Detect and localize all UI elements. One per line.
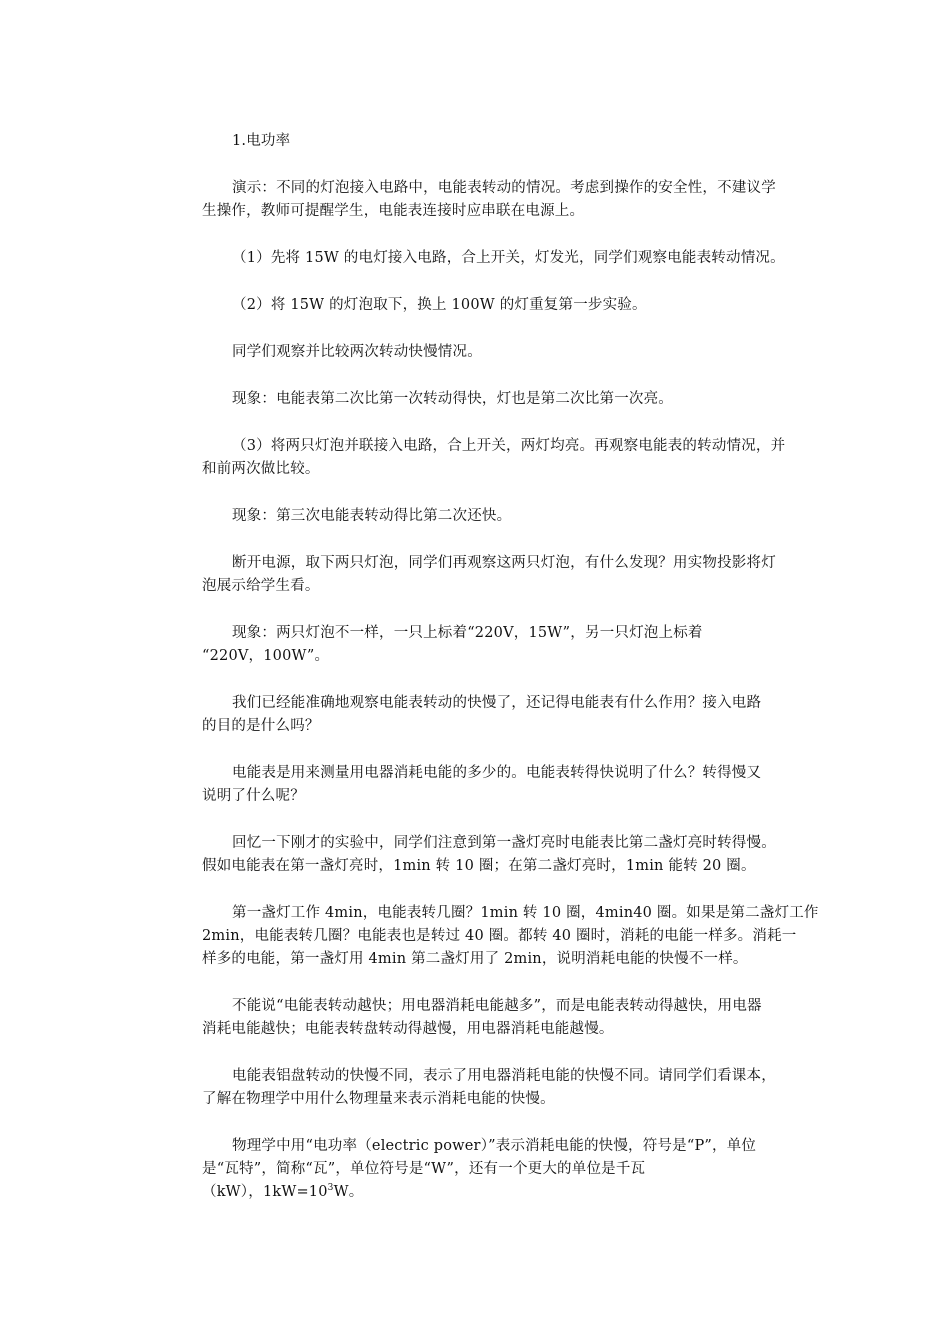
text-line: 说明了什么呢？ xyxy=(202,788,305,804)
text-line: 生操作，教师可提醒学生，电能表连接时应串联在电源上。 xyxy=(202,203,585,219)
text-line: 是“瓦特”，简称“瓦”，单位符号是“W”，还有一个更大的单位是千瓦 xyxy=(202,1161,646,1177)
text-line: （2）将 15W 的灯泡取下，换上 100W 的灯重复第一步实验。 xyxy=(232,297,647,313)
unit-conversion-prefix: （kW），1kW=10 xyxy=(202,1184,328,1200)
text-line: 电能表是用来测量用电器消耗电能的多少的。电能表转得快说明了什么？转得慢又 xyxy=(232,765,762,781)
text-line: 第一盏灯工作 4min，电能表转几圈？1min 转 10 圈，4min40 圈。如果是第二盏灯工作 xyxy=(232,905,819,921)
text-line: 演示：不同的灯泡接入电路中，电能表转动的情况。考虑到操作的安全性，不建议学 xyxy=(232,180,776,196)
text-line xyxy=(202,1181,822,1204)
paragraph-recall xyxy=(202,832,822,878)
text-line: （3）将两只灯泡并联接入电路，合上开关，两灯均亮。再观察电能表的转动情况，并 xyxy=(232,438,786,454)
paragraph-textbook xyxy=(202,1065,822,1111)
paragraph-step-1 xyxy=(202,247,822,270)
text-line: 我们已经能准确地观察电能表转动的快慢了，还记得电能表有什么作用？接入电路 xyxy=(232,695,762,711)
text-line: 同学们观察并比较两次转动快慢情况。 xyxy=(232,344,482,360)
paragraph-step-3 xyxy=(202,435,822,481)
text-line: 回忆一下刚才的实验中，同学们注意到第一盏灯亮时电能表比第二盏灯亮时转得慢。 xyxy=(232,835,776,851)
text-line: 假如电能表在第一盏灯亮时，1min 转 10 圈；在第二盏灯亮时，1min 能转 20 圈。 xyxy=(202,858,756,874)
paragraph-disconnect xyxy=(202,552,822,598)
text-line: 电能表铝盘转动的快慢不同，表示了用电器消耗电能的快慢不同。请同学们看课本， xyxy=(232,1068,776,1084)
text-line: 消耗电能越快；电能表转盘转动得越慢，用电器消耗电能越慢。 xyxy=(202,1021,614,1037)
paragraph-definition xyxy=(202,1135,822,1204)
paragraph-compare xyxy=(202,341,822,364)
paragraph-clarification xyxy=(202,995,822,1041)
text-line: 和前两次做比较。 xyxy=(202,461,320,477)
text-line: 现象：两只灯泡不一样，一只上标着“220V，15W”，另一只灯泡上标着 xyxy=(232,625,703,641)
text-line: 样多的电能，第一盏灯用 4min 第二盏灯用了 2min，说明消耗电能的快慢不一样。 xyxy=(202,951,748,967)
text-line: 现象：电能表第二次比第一次转动得快，灯也是第二次比第一次亮。 xyxy=(232,391,673,407)
paragraph-demo-intro xyxy=(202,177,822,223)
unit-conversion-suffix: W。 xyxy=(333,1184,364,1200)
paragraph-step-2 xyxy=(202,294,822,317)
text-line: 2min，电能表转几圈？电能表也是转过 40 圈。都转 40 圈时，消耗的电能一样多。消耗一 xyxy=(202,928,797,944)
exponent: 3 xyxy=(327,1183,334,1194)
text-line: 断开电源，取下两只灯泡，同学们再观察这两只灯泡，有什么发现？用实物投影将灯 xyxy=(232,555,776,571)
paragraph-meter-purpose xyxy=(202,762,822,808)
text-line: 了解在物理学中用什么物理量来表示消耗电能的快慢。 xyxy=(202,1091,555,1107)
paragraph-phenomenon-3 xyxy=(202,622,822,668)
text-line: 不能说“电能表转动越快；用电器消耗电能越多”，而是电能表转动得越快，用电器 xyxy=(232,998,762,1014)
document-body xyxy=(202,130,822,1204)
paragraph-calculation xyxy=(202,902,822,971)
text-line: （1）先将 15W 的电灯接入电路，合上开关，灯发光，同学们观察电能表转动情况。 xyxy=(232,250,785,266)
section-heading: 1.电功率 xyxy=(232,133,291,149)
paragraph-phenomenon-2 xyxy=(202,505,822,528)
text-line: 现象：第三次电能表转动得比第二次还快。 xyxy=(232,508,512,524)
text-line: “220V，100W”。 xyxy=(202,648,330,664)
paragraph-phenomenon-1 xyxy=(202,388,822,411)
text-line: 物理学中用“电功率（electric power）”表示消耗电能的快慢，符号是“P”，单位 xyxy=(232,1138,757,1154)
text-line: 的目的是什么吗？ xyxy=(202,718,320,734)
text-line: 泡展示给学生看。 xyxy=(202,578,320,594)
paragraph-question-meter xyxy=(202,692,822,738)
